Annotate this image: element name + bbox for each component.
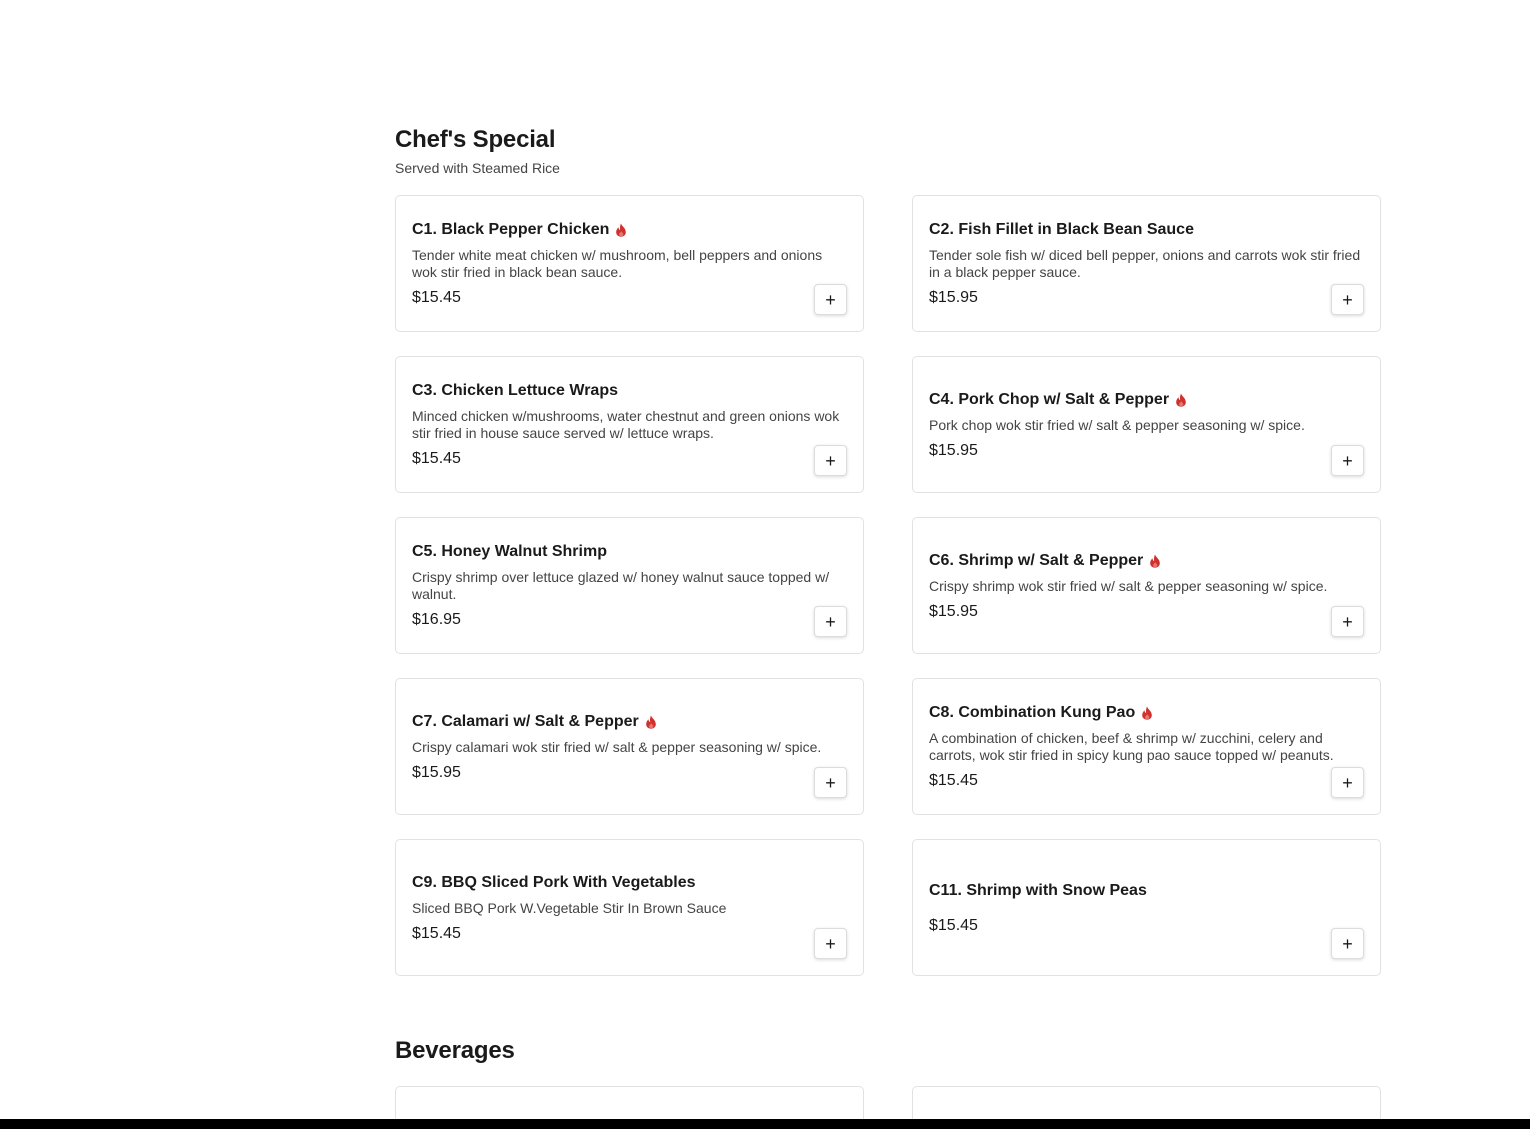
item-description: Tender sole fish w/ diced bell pepper, onions and carrots wok stir fried in a black pepper sauce. — [929, 247, 1361, 280]
section-subtitle: Served with Steamed Rice — [395, 160, 560, 176]
item-title — [412, 220, 847, 240]
item-name: C8. Combination Kung Pao — [929, 704, 1136, 721]
add-to-cart-button[interactable] — [814, 767, 847, 798]
fire-icon — [645, 715, 657, 729]
item-description: Minced chicken w/mushrooms, water chestnut and green onions wok stir fried in house sauce served w/ lettuce wraps. — [412, 408, 840, 441]
item-name: C1. Black Pepper Chicken — [412, 221, 610, 238]
add-to-cart-button[interactable] — [814, 445, 847, 476]
item-title — [929, 390, 1364, 410]
item-price: $15.45 — [929, 772, 978, 789]
plus-icon: + — [1342, 772, 1353, 793]
item-price: $15.95 — [929, 602, 978, 620]
menu-item-card[interactable] — [912, 195, 1381, 332]
fire-icon — [1141, 706, 1153, 720]
plus-icon: + — [1342, 450, 1353, 471]
fire-icon — [1175, 393, 1187, 407]
section-title: Chef's Special — [395, 126, 556, 153]
plus-icon: + — [1342, 611, 1353, 632]
plus-icon: + — [825, 611, 836, 632]
beverages-section — [395, 1037, 1381, 1129]
item-description: Crispy shrimp over lettuce glazed w/ honey walnut sauce topped w/ walnut. — [412, 569, 830, 602]
item-description: Tender white meat chicken w/ mushroom, bell peppers and onions wok stir fried in black bean sauce. — [412, 247, 823, 280]
add-to-cart-button[interactable] — [1331, 284, 1364, 315]
item-name: C2. Fish Fillet in Black Bean Sauce — [929, 221, 1194, 238]
item-name: C4. Pork Chop w/ Salt & Pepper — [929, 390, 1170, 408]
item-name: C7. Calamari w/ Salt & Pepper — [412, 712, 639, 730]
menu-item-card[interactable] — [912, 517, 1381, 654]
item-price: $15.95 — [929, 289, 978, 306]
menu-item-card[interactable] — [912, 678, 1381, 815]
item-name: C6. Shrimp w/ Salt & Pepper — [929, 551, 1144, 569]
menu-item-card[interactable] — [395, 195, 864, 332]
add-to-cart-button[interactable] — [1331, 445, 1364, 476]
item-name: C9. BBQ Sliced Pork With Vegetables — [412, 873, 696, 891]
item-description: Pork chop wok stir fried w/ salt & pepper seasoning w/ spice. — [929, 416, 1305, 433]
item-price: $15.45 — [412, 450, 461, 467]
item-title — [412, 542, 847, 562]
add-to-cart-button[interactable] — [814, 928, 847, 959]
fire-icon — [615, 223, 627, 237]
item-title — [929, 220, 1364, 240]
plus-icon: + — [825, 289, 836, 310]
add-to-cart-button[interactable] — [814, 284, 847, 315]
bottom-bar — [0, 1119, 1530, 1129]
item-description: Crispy calamari wok stir fried w/ salt & pepper seasoning w/ spice. — [412, 738, 822, 755]
item-price: $15.95 — [929, 441, 978, 459]
item-title — [412, 873, 847, 893]
item-price: $16.95 — [412, 611, 461, 628]
add-to-cart-button[interactable] — [814, 606, 847, 637]
item-description: Sliced BBQ Pork W.Vegetable Stir In Brown Sauce — [412, 899, 727, 916]
item-price: $15.45 — [412, 289, 461, 306]
item-name: C3. Chicken Lettuce Wraps — [412, 382, 618, 399]
menu-item-card[interactable] — [395, 839, 864, 976]
item-name: C5. Honey Walnut Shrimp — [412, 543, 607, 560]
item-title — [412, 712, 847, 732]
add-to-cart-button[interactable] — [1331, 606, 1364, 637]
chefs-special-section — [395, 126, 1381, 976]
item-title — [929, 551, 1364, 571]
item-title — [412, 381, 847, 401]
item-price: $15.95 — [412, 763, 461, 781]
item-title — [929, 881, 1364, 901]
menu-item-card[interactable] — [395, 678, 864, 815]
item-description: A combination of chicken, beef & shrimp w/ zucchini, celery and carrots, wok stir fried in spicy kung pao sauce topped w/ peanuts. — [929, 730, 1334, 763]
plus-icon: + — [1342, 933, 1353, 954]
menu-item-card[interactable] — [395, 517, 864, 654]
plus-icon: + — [825, 450, 836, 471]
plus-icon: + — [1342, 289, 1353, 310]
add-to-cart-button[interactable] — [1331, 928, 1364, 959]
item-price: $15.45 — [412, 924, 461, 942]
menu-item-card[interactable] — [912, 839, 1381, 976]
item-description: Crispy shrimp wok stir fried w/ salt & pepper seasoning w/ spice. — [929, 577, 1328, 594]
fire-icon — [1149, 554, 1161, 568]
section-title: Beverages — [395, 1037, 515, 1064]
plus-icon: + — [825, 933, 836, 954]
add-to-cart-button[interactable] — [1331, 767, 1364, 798]
item-title — [929, 703, 1364, 723]
item-name: C11. Shrimp with Snow Peas — [929, 881, 1147, 899]
menu-items-grid — [395, 195, 1381, 976]
plus-icon: + — [825, 772, 836, 793]
menu-item-card[interactable] — [912, 356, 1381, 493]
menu-item-card[interactable] — [395, 356, 864, 493]
item-price: $15.45 — [929, 916, 978, 934]
